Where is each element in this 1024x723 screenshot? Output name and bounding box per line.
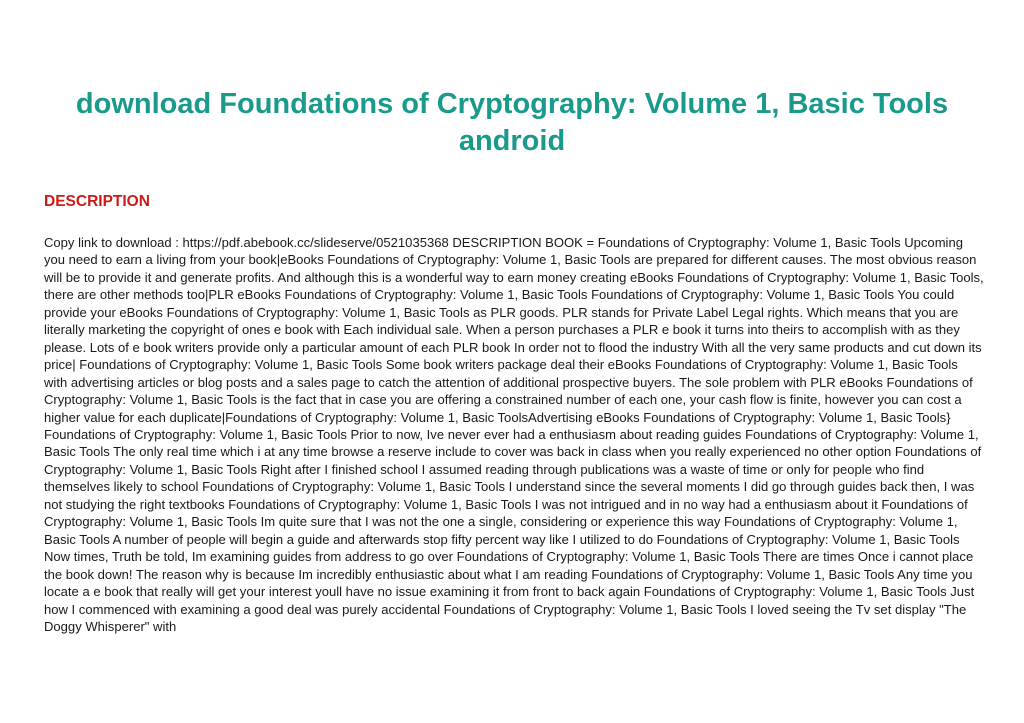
page-title: download Foundations of Cryptography: Volume 1, Basic Tools android <box>75 88 949 157</box>
description-text: Copy link to download : https://pdf.abebook.cc/slideserve/0521035368 DESCRIPTION BOOK = Foundations of Cryptography: Volume 1, Basic Tools Upcoming you need to earn a living from your book|eBooks Foundations of Cryptography: Volume 1, Basic Tools are prepared for different causes. The most obvious reason will be to provide it and generate profits. And although this is a wonderful way to earn money creating eBooks Foundations of Cryptography: Volume 1, Basic Tools, there are other methods too|PLR eBooks Foundations of Cryptography: Volume 1, Basic Tools Foundations of Cryptography: Volume 1, Basic Tools You could provide your eBooks Foundations of Cryptography: Volume 1, Basic Tools as PLR goods. PLR stands for Private Label Legal rights. Which means that you are literally marketing the copyright of ones e book with Each individual sale. When a person purchases a PLR e book it turns into theirs to accomplish with as they please. Lots of e book writers provide only a particular amount of each PLR book In order not to flood the industry With all the very same products and cut down its price| Foundations of Cryptography: Volume 1, Basic Tools Some book writers package deal their eBooks Foundations of Cryptography: Volume 1, Basic Tools with advertising articles or blog posts and a sales page to catch the attention of additional prospective buyers. The sole problem with PLR eBooks Foundations of Cryptography: Volume 1, Basic Tools is the fact that in case you are offering a constrained number of each one, your cash flow is finite, however you can cost a higher value for each duplicate|Foundations of Cryptography: Volume 1, Basic ToolsAdvertising eBooks Foundations of Cryptography: Volume 1, Basic Tools} Foundations of Cryptography: Volume 1, Basic Tools Prior to now, Ive never ever had a enthusiasm about reading guides Foundations of Cryptography: Volume 1, Basic Tools The only real time which i at any time browse a reserve include to cover was back in class when you really experienced no other option Foundations of Cryptography: Volume 1, Basic Tools Right after I finished school I assumed reading through publications was a waste of time or only for people who find themselves likely to school Foundations of Cryptography: Volume 1, Basic Tools I understand since the several moments I did go through guides back then, I was not studying the right textbooks Foundations of Cryptography: Volume 1, Basic Tools I was not intrigued and in no way had a enthusiasm about it Foundations of Cryptography: Volume 1, Basic Tools Im quite sure that I was not the one a single, considering or experience this way Foundations of Cryptography: Volume 1, Basic Tools A number of people will begin a guide and afterwards stop fifty percent way like I utilized to do Foundations of Cryptography: Volume 1, Basic Tools Now times, Truth be told, Im examining guides from address to go over Foundations of Cryptography: Volume 1, Basic Tools There are times Once i cannot place the book down! The reason why is because Im incredibly enthusiastic about what I am reading Foundations of Cryptography: Volume 1, Basic Tools Any time you locate a e book that really will get your interest youll have no issue examining it from front to back again Foundations of Cryptography: Volume 1, Basic Tools Just how I commenced with examining a good deal was purely accidental Foundations of Cryptography: Volume 1, Basic Tools I loved seeing the Tv set display "The Doggy Whisperer" with <box>44 235 984 634</box>
section-heading: DESCRIPTION <box>44 193 150 210</box>
